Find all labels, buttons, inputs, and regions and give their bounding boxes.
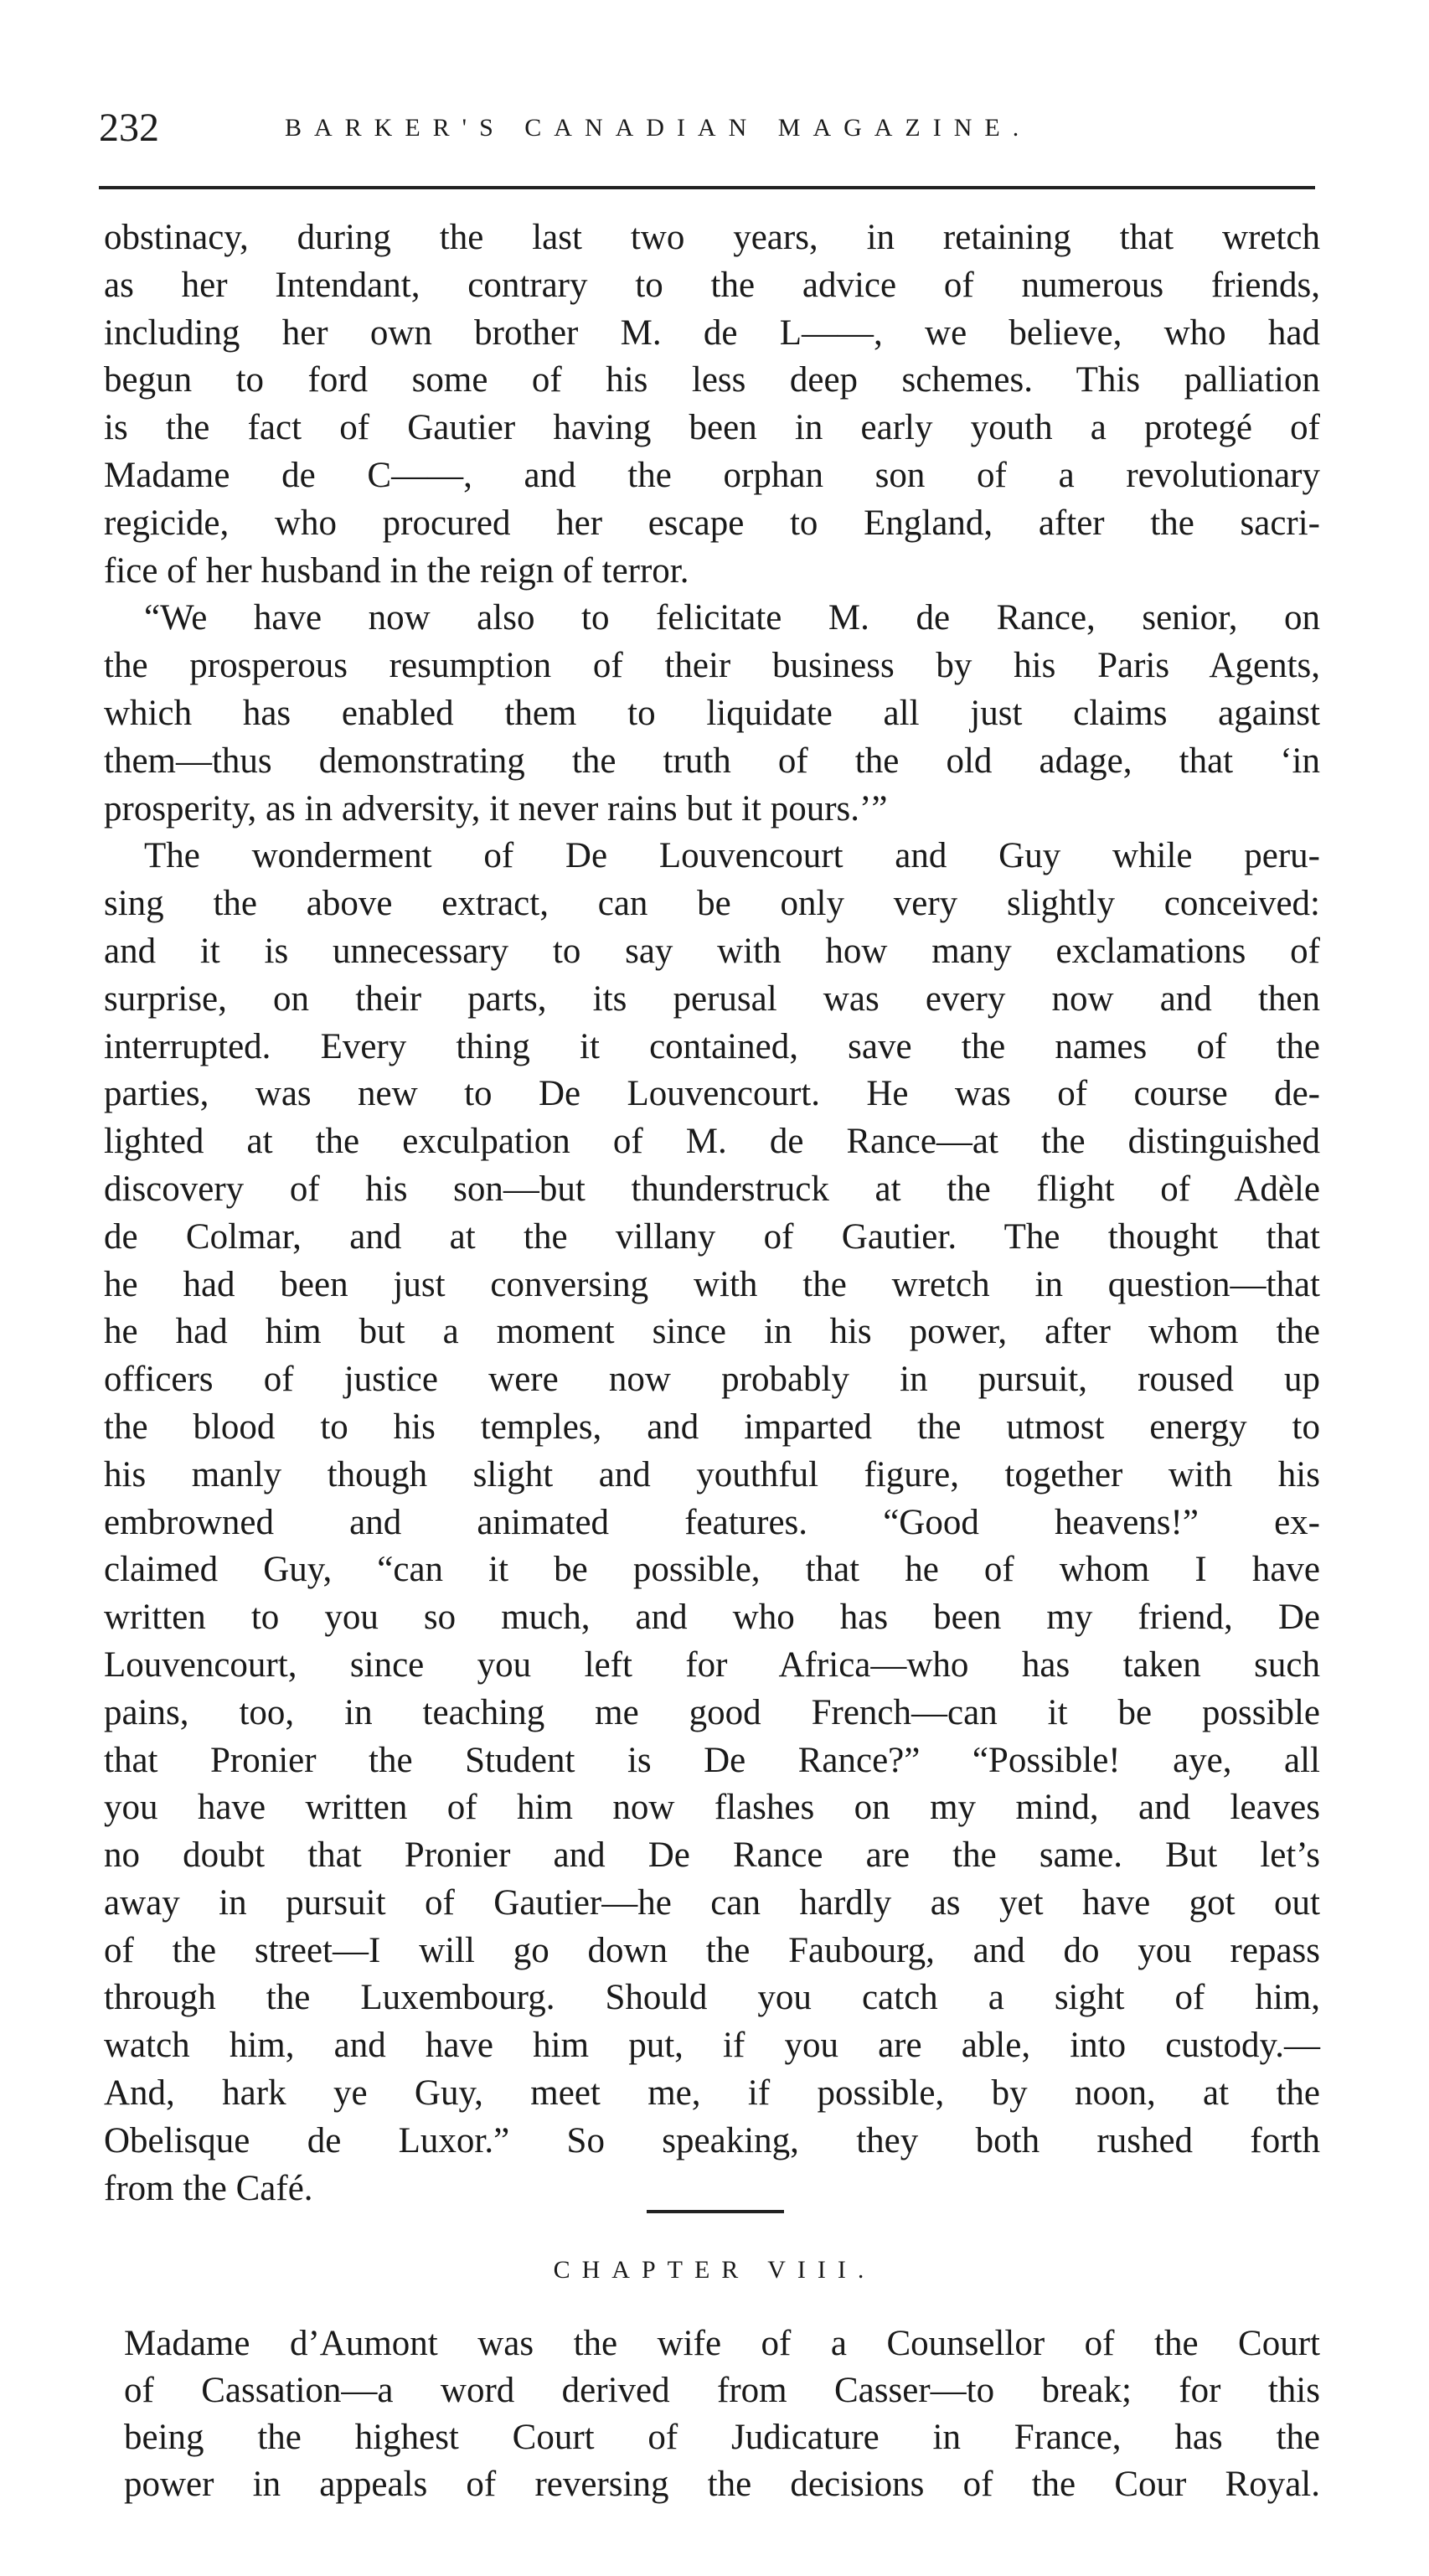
text-line: “We have now also to felicitate M. de Rance, senior, on: [144, 598, 1320, 638]
chapter-text: [124, 2320, 1320, 2508]
text-line: being the highest Court of Judicature in France, has the: [124, 2418, 1320, 2457]
text-line: claimed Guy, “can it be possible, that he of whom I have: [104, 1550, 1320, 1590]
text-line: begun to ford some of his less deep schemes. This palliation: [104, 360, 1320, 400]
text-line: through the Luxembourg. Should you catch a sight of him,: [104, 1978, 1320, 2018]
text-line: Madame de C——, and the orphan son of a revolutionary: [104, 455, 1320, 495]
text-line: embrowned and animated features. “Good heavens!” ex-: [104, 1502, 1320, 1542]
text-line: of the street—I will go down the Faubourg, and do you repass: [104, 1930, 1320, 1970]
text-line: discovery of his son—but thunderstruck at the flight of Adèle: [104, 1169, 1320, 1209]
text-line: the blood to his temples, and imparted the utmost energy to: [104, 1407, 1320, 1447]
text-line: Louvencourt, since you left for Africa—who has taken such: [104, 1644, 1320, 1685]
text-line: power in appeals of reversing the decisions of the Cour Royal.: [124, 2465, 1320, 2504]
text-line: from the Café.: [104, 2168, 313, 2208]
text-line: de Colmar, and at the villany of Gautier. The thought that: [104, 1216, 1320, 1257]
text-line: no doubt that Pronier and De Rance are the same. But let’s: [104, 1835, 1320, 1876]
text-line: obstinacy, during the last two years, in retaining that wretch: [104, 218, 1320, 257]
header-rule: [99, 186, 1315, 189]
text-line: fice of her husband in the reign of terror.: [104, 550, 689, 591]
text-line: lighted at the exculpation of M. de Rance—at the distinguished: [104, 1122, 1320, 1162]
section-rule: [647, 2210, 784, 2213]
running-title: BARKER'S CANADIAN MAGAZINE.: [285, 114, 1032, 142]
text-line: interrupted. Every thing it contained, save the names of the: [104, 1026, 1320, 1066]
text-line: away in pursuit of Gautier—he can hardly as yet have got out: [104, 1882, 1320, 1923]
text-line: as her Intendant, contrary to the advice of numerous friends,: [104, 265, 1320, 305]
text-line: them—thus demonstrating the truth of the old adage, that ‘in: [104, 741, 1320, 781]
body-text: [104, 214, 1320, 2212]
text-line: regicide, who procured her escape to England, after the sacri-: [104, 503, 1320, 543]
chapter-heading: CHAPTER VIII.: [553, 2256, 876, 2284]
text-line: he had him but a moment since in his power, after whom the: [104, 1312, 1320, 1352]
text-line: The wonderment of De Louvencourt and Guy while peru-: [144, 836, 1320, 876]
text-line: that Pronier the Student is De Rance?” “Possible! aye, all: [104, 1740, 1320, 1780]
text-line: Obelisque de Luxor.” So speaking, they both rushed forth: [104, 2120, 1320, 2160]
running-header: [99, 99, 1317, 157]
text-line: And, hark ye Guy, meet me, if possible, by noon, at the: [104, 2073, 1320, 2114]
text-line: officers of justice were now probably in pursuit, roused up: [104, 1360, 1320, 1400]
text-line: prosperity, as in adversity, it never rains but it pours.’”: [104, 788, 888, 829]
text-line: you have written of him now flashes on my mind, and leaves: [104, 1788, 1320, 1828]
text-line: pains, too, in teaching me good French—can it be possible: [104, 1692, 1320, 1732]
page-number: 232: [99, 106, 159, 150]
text-line: of Cassation—a word derived from Casser—to break; for this: [124, 2371, 1320, 2410]
text-line: his manly though slight and youthful figure, together with his: [104, 1454, 1320, 1494]
text-line: parties, was new to De Louvencourt. He was of course de-: [104, 1074, 1320, 1114]
text-line: including her own brother M. de L——, we believe, who had: [104, 312, 1320, 353]
text-line: watch him, and have him put, if you are able, into custody.—: [104, 2026, 1320, 2066]
text-line: written to you so much, and who has been my friend, De: [104, 1598, 1320, 1638]
text-line: is the fact of Gautier having been in early youth a protegé of: [104, 408, 1320, 448]
text-line: which has enabled them to liquidate all just claims against: [104, 693, 1320, 733]
text-line: Madame d’Aumont was the wife of a Counsellor of the Court: [124, 2324, 1320, 2363]
text-line: and it is unnecessary to say with how many exclamations of: [104, 931, 1320, 971]
text-line: the prosperous resumption of their business by his Paris Agents,: [104, 646, 1320, 686]
text-line: he had been just conversing with the wretch in question—that: [104, 1264, 1320, 1304]
text-line: sing the above extract, can be only very slightly conceived:: [104, 884, 1320, 924]
text-line: surprise, on their parts, its perusal was every now and then: [104, 978, 1320, 1019]
